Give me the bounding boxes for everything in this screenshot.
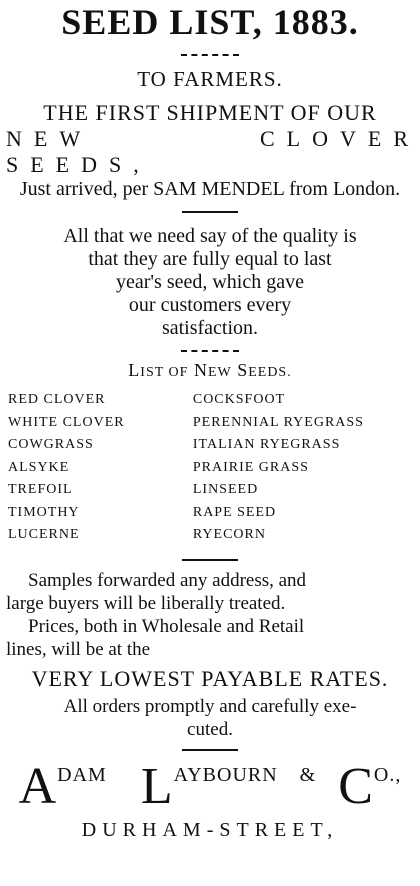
table-row bbox=[8, 457, 412, 480]
seed-name: PERENNIAL RYEGRASS bbox=[192, 414, 364, 430]
paragraph-line: large buyers will be liberally treated. bbox=[6, 592, 286, 614]
seed-list-title: LIST OF NEW SEEDS. bbox=[128, 360, 292, 380]
intro-paragraph bbox=[0, 225, 420, 340]
seed-name: COWGRASS bbox=[8, 437, 94, 452]
prices-paragraph bbox=[0, 615, 420, 661]
samples-paragraph bbox=[0, 569, 420, 615]
seed-name: TIMOTHY bbox=[8, 504, 80, 520]
table-row bbox=[8, 524, 412, 547]
firm-name: ADAM LAYBOURN & CO., bbox=[18, 757, 402, 815]
paragraph-line: All orders promptly and carefully exe- bbox=[63, 695, 357, 717]
seed-name: WHITE CLOVER bbox=[8, 414, 125, 430]
table-row bbox=[8, 412, 412, 435]
paragraph-line: lines, will be at the bbox=[6, 638, 151, 660]
paragraph-line: Samples forwarded any address, and bbox=[28, 569, 307, 591]
table-row bbox=[8, 479, 412, 502]
seed-name: RYECORN bbox=[192, 527, 266, 542]
seed-name: TREFOIL bbox=[8, 482, 73, 497]
intro-line: All that we need say of the quality is bbox=[63, 225, 357, 247]
seed-name: ITALIAN RYEGRASS bbox=[192, 437, 341, 452]
intro-line: our customers every bbox=[128, 294, 292, 316]
rates-heading: VERY LOWEST PAYABLE RATES. bbox=[31, 665, 389, 691]
shipment-heading: THE FIRST SHIPMENT OF OUR bbox=[43, 100, 377, 125]
seed-name: LINSEED bbox=[192, 482, 259, 497]
paragraph-line: Prices, both in Wholesale and Retail bbox=[28, 615, 305, 637]
seed-list-table bbox=[8, 389, 412, 547]
table-row bbox=[8, 502, 412, 525]
firm-address: DURHAM-STREET, bbox=[81, 818, 339, 841]
seed-name: RAPE SEED bbox=[192, 504, 277, 520]
intro-line: satisfaction. bbox=[161, 317, 259, 339]
arrival-notice: Just arrived, per SAM MENDEL from London. bbox=[19, 178, 401, 200]
intro-line: year's seed, which gave bbox=[116, 271, 304, 293]
page-title: SEED LIST, 1883. bbox=[61, 2, 359, 42]
seed-name: COCKSFOOT bbox=[192, 392, 286, 407]
orders-paragraph bbox=[0, 695, 420, 741]
new-clover-seeds-heading: NEW CLOVER SEEDS, bbox=[6, 126, 420, 177]
seed-name: RED CLOVER bbox=[8, 392, 106, 407]
to-farmers-heading: TO FARMERS. bbox=[137, 67, 283, 91]
seed-name: LUCERNE bbox=[8, 527, 80, 542]
paragraph-line: cuted. bbox=[187, 718, 233, 740]
table-row bbox=[8, 389, 412, 412]
intro-line: that they are fully equal to last bbox=[88, 248, 332, 270]
table-row bbox=[8, 434, 412, 457]
seed-name: PRAIRIE GRASS bbox=[192, 459, 309, 475]
seed-name: ALSYKE bbox=[8, 459, 70, 475]
